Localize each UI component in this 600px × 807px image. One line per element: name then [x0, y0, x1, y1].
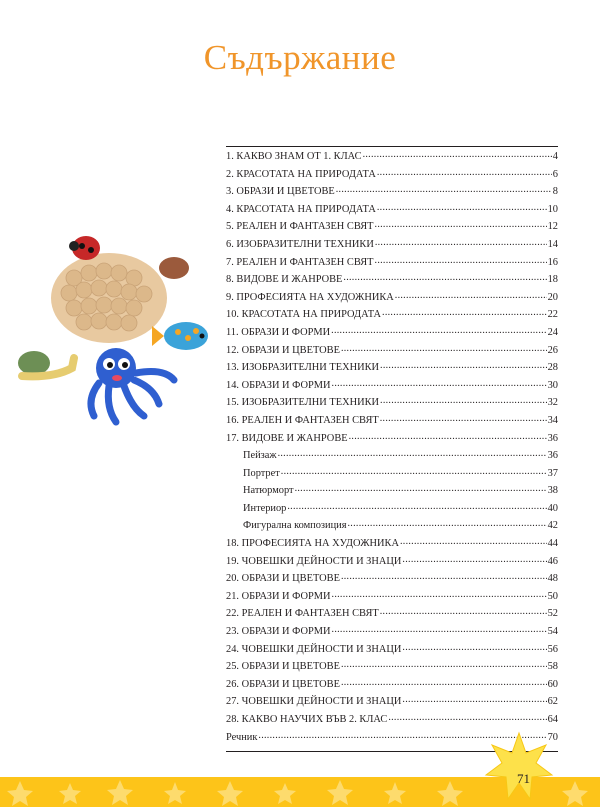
toc-entry-label: 24. ЧОВЕШКИ ДЕЙНОСТИ И ЗНАЦИ: [226, 643, 402, 655]
toc-entry-page: 30: [547, 379, 558, 391]
toc-entry-label: 20. ОБРАЗИ И ЦВЕТОВЕ: [226, 573, 340, 585]
toc-subentry: [226, 519, 558, 537]
toc-leader-dots: [281, 467, 547, 476]
toc-entry-label: 1. КАКВО ЗНАМ ОТ 1. КЛАС: [226, 151, 362, 162]
toc-entry-page: 64: [547, 714, 558, 725]
toc-entry: [226, 150, 558, 168]
toc-entry-page: 70: [547, 731, 558, 743]
plasticine-animals-illustration: [14, 228, 224, 428]
toc-entry-page: 32: [547, 397, 558, 409]
toc-entry-label: 28. КАКВО НАУЧИХ ВЪВ 2. КЛАС: [226, 714, 388, 725]
toc-entry-page: 36: [547, 432, 558, 444]
toc-entry-label: 16. РЕАЛЕН И ФАНТАЗЕН СВЯТ: [226, 414, 379, 426]
toc-entry-page: 48: [547, 573, 558, 585]
toc-subentry: [226, 484, 558, 502]
toc-entry: [226, 555, 558, 573]
toc-entry: [226, 326, 558, 344]
toc-leader-dots: [348, 519, 547, 528]
toc-leader-dots: [341, 660, 547, 669]
toc-entry-label: Фигурална композиция: [243, 520, 347, 532]
toc-entry-page: 36: [547, 450, 558, 462]
toc-entry-label: Речник: [226, 731, 258, 743]
toc-entry-page: 20: [547, 291, 558, 303]
toc-leader-dots: [402, 555, 546, 564]
toc-entry-label: 22. РЕАЛЕН И ФАНТАЗЕН СВЯТ: [226, 608, 379, 620]
toc-entry-label: Пейзаж: [243, 450, 277, 462]
page-title: Съдържание: [203, 38, 397, 77]
toc-entry-page: 22: [547, 309, 558, 321]
toc-leader-dots: [380, 396, 547, 405]
toc-entry-label: 14. ОБРАЗИ И ФОРМИ: [226, 379, 331, 391]
table-of-contents: [226, 150, 558, 748]
toc-entry-label: Натюрморт: [243, 485, 294, 497]
toc-leader-dots: [332, 590, 547, 599]
toc-leader-dots: [400, 537, 547, 546]
toc-entry-label: 9. ПРОФЕСИЯТА НА ХУДОЖНИКА: [226, 291, 394, 303]
toc-entry: [226, 308, 558, 326]
page-number: 71: [517, 771, 530, 786]
toc-entry-label: 15. ИЗОБРАЗИТЕЛНИ ТЕХНИКИ: [226, 397, 380, 409]
toc-entry: [226, 185, 558, 203]
toc-entry: [226, 291, 558, 309]
toc-leader-dots: [295, 484, 547, 493]
toc-entry: [226, 379, 558, 397]
toc-entry-page: 40: [547, 502, 558, 514]
toc-entry-label: 27. ЧОВЕШКИ ДЕЙНОСТИ И ЗНАЦИ: [226, 696, 402, 708]
toc-entry-label: 4. КРАСОТАТА НА ПРИРОДАТА: [226, 203, 376, 215]
toc-entry: [226, 678, 558, 696]
toc-entry: [226, 220, 558, 238]
toc-entry-page: 38: [547, 485, 558, 497]
toc-entry-label: Интериор: [243, 502, 287, 514]
toc-leader-dots: [375, 220, 547, 229]
toc-entry: [226, 361, 558, 379]
toc-leader-dots: [331, 326, 546, 335]
toc-leader-dots: [375, 238, 547, 247]
toc-entry-page: 18: [547, 274, 558, 286]
toc-entry-label: 3. ОБРАЗИ И ЦВЕТОВЕ: [226, 186, 335, 198]
toc-entry-page: 8: [552, 186, 558, 198]
toc-leader-dots: [341, 678, 547, 687]
toc-entry-label: 25. ОБРАЗИ И ЦВЕТОВЕ: [226, 661, 340, 673]
toc-entry-page: 6: [552, 168, 558, 180]
toc-leader-dots: [375, 256, 547, 265]
toc-entry-label: 5. РЕАЛЕН И ФАНТАЗЕН СВЯТ: [226, 221, 374, 233]
toc-entry-label: 11. ОБРАЗИ И ФОРМИ: [226, 326, 331, 338]
toc-entry-label: 13. ИЗОБРАЗИТЕЛНИ ТЕХНИКИ: [226, 362, 380, 374]
toc-entry-page: 62: [547, 696, 558, 708]
toc-entry: [226, 273, 558, 291]
toc-leader-dots: [377, 168, 552, 177]
toc-entry-page: 46: [547, 555, 558, 567]
toc-subentry: [226, 467, 558, 485]
toc-leader-dots: [332, 625, 547, 634]
toc-leader-dots: [380, 414, 547, 423]
toc-entry: [226, 590, 558, 608]
toc-entry: [226, 414, 558, 432]
toc-subentry: [226, 449, 558, 467]
toc-entry: [226, 643, 558, 661]
toc-leader-dots: [388, 713, 546, 722]
toc-leader-dots: [349, 432, 547, 441]
toc-entry: [226, 203, 558, 221]
toc-leader-dots: [332, 379, 547, 388]
toc-entry-page: 14: [547, 238, 558, 250]
toc-entry-page: 24: [547, 326, 558, 338]
toc-entry-page: 16: [547, 256, 558, 268]
toc-entry-page: 28: [547, 362, 558, 374]
toc-entry-label: 19. ЧОВЕШКИ ДЕЙНОСТИ И ЗНАЦИ: [226, 555, 402, 567]
toc-entry-page: 34: [547, 414, 558, 426]
toc-entry-page: 58: [547, 661, 558, 673]
toc-subentry: [226, 502, 558, 520]
toc-leader-dots: [278, 449, 547, 458]
toc-entry-page: 4: [552, 151, 558, 162]
toc-entry: [226, 625, 558, 643]
toc-entry: [226, 344, 558, 362]
toc-entry-page: 50: [547, 590, 558, 602]
toc-leader-dots: [402, 695, 546, 704]
toc-entry: [226, 660, 558, 678]
toc-entry: [226, 695, 558, 713]
toc-entry: [226, 537, 558, 555]
toc-entry-label: 8. ВИДОВЕ И ЖАНРОВЕ: [226, 274, 343, 286]
toc-entry-page: 10: [547, 203, 558, 215]
toc-entry-label: 7. РЕАЛЕН И ФАНТАЗЕН СВЯТ: [226, 256, 374, 268]
toc-entry-label: 12. ОБРАЗИ И ЦВЕТОВЕ: [226, 344, 340, 356]
toc-entry-page: 37: [547, 467, 558, 479]
toc-leader-dots: [341, 572, 547, 581]
toc-entry-page: 56: [547, 643, 558, 655]
toc-entry: [226, 432, 558, 450]
toc-leader-dots: [402, 643, 546, 652]
toc-entry-label: 23. ОБРАЗИ И ФОРМИ: [226, 626, 331, 638]
toc-entry-page: 12: [547, 221, 558, 233]
toc-entry-label: 26. ОБРАЗИ И ЦВЕТОВЕ: [226, 678, 340, 690]
toc-leader-dots: [377, 203, 547, 212]
toc-entry: [226, 607, 558, 625]
toc-entry: [226, 168, 558, 186]
toc-top-rule: [226, 146, 558, 147]
toc-leader-dots: [341, 344, 547, 353]
toc-entry-label: Портрет: [243, 467, 280, 479]
toc-leader-dots: [343, 273, 546, 282]
toc-leader-dots: [380, 607, 547, 616]
toc-leader-dots: [336, 185, 552, 194]
toc-entry-page: 52: [547, 608, 558, 620]
toc-leader-dots: [287, 502, 546, 511]
toc-entry-page: 44: [547, 538, 558, 550]
toc-entry: [226, 572, 558, 590]
toc-entry-page: 42: [547, 520, 558, 532]
toc-entry-page: 54: [547, 626, 558, 638]
toc-entry-label: 17. ВИДОВЕ И ЖАНРОВЕ: [226, 432, 348, 444]
toc-entry-label: 18. ПРОФЕСИЯТА НА ХУДОЖНИКА: [226, 538, 399, 550]
toc-entry: [226, 256, 558, 274]
toc-entry-label: 6. ИЗОБРАЗИТЕЛНИ ТЕХНИКИ: [226, 238, 374, 250]
toc-entry: [226, 396, 558, 414]
toc-entry-label: 2. КРАСОТАТА НА ПРИРОДАТА: [226, 168, 376, 180]
toc-leader-dots: [363, 150, 552, 159]
toc-entry-label: 21. ОБРАЗИ И ФОРМИ: [226, 590, 331, 602]
toc-entry-page: 26: [547, 344, 558, 356]
toc-entry-page: 60: [547, 678, 558, 690]
toc-leader-dots: [395, 291, 547, 300]
toc-entry-label: 10. КРАСОТАТА НА ПРИРОДАТА: [226, 309, 382, 321]
toc-leader-dots: [382, 308, 547, 317]
page-number-star-icon: [484, 731, 554, 801]
toc-entry: [226, 713, 558, 731]
toc-leader-dots: [380, 361, 547, 370]
toc-entry: [226, 238, 558, 256]
